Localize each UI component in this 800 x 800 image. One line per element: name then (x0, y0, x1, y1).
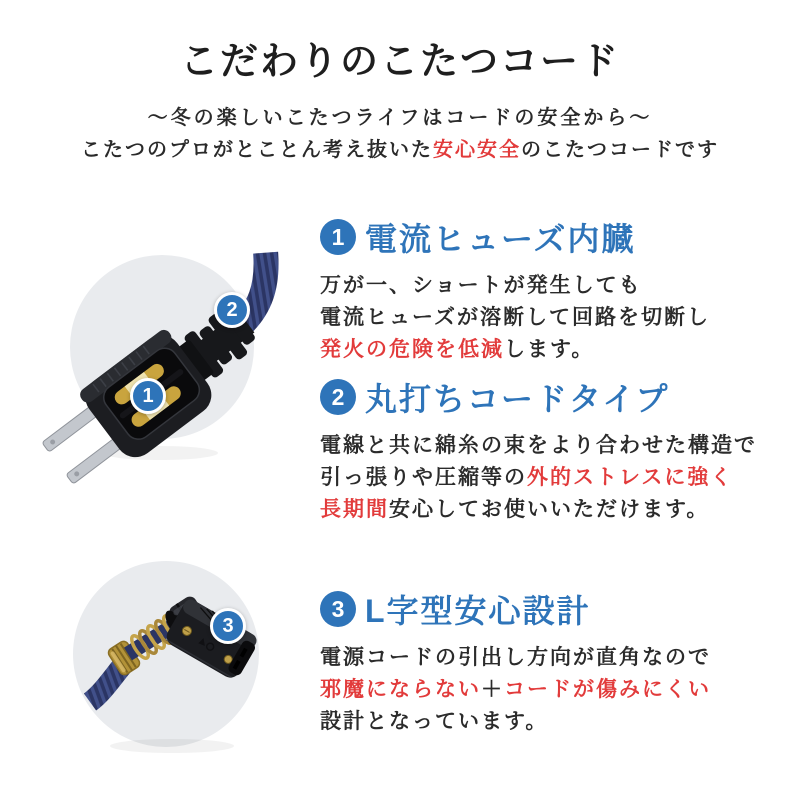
fuse-plug-photo (40, 240, 310, 500)
highlight-text: 安心安全 (433, 139, 521, 161)
highlight-text: 発火の危険を低減 (320, 338, 504, 361)
photo-badge-2: 2 (214, 292, 250, 328)
feature-number-badge: 3 (320, 591, 356, 627)
text-segment: 万が一、ショートが発生しても (320, 274, 642, 297)
feature-heading-text: L字型安心設計 (365, 593, 591, 629)
l-shape-plug-illustration (40, 550, 300, 780)
feature-round-cord-heading (320, 374, 790, 420)
highlight-text: 邪魔にならない (320, 678, 481, 701)
page-title: こだわりのこたつコード (179, 41, 620, 83)
text-segment: のこたつコードです (521, 139, 719, 161)
highlight-text: 外的ストレスに強く (527, 466, 734, 489)
text-segment: 設計となっています。 (320, 710, 549, 733)
feature-l-shape-heading (320, 586, 790, 632)
feature-l-shape-body (320, 642, 790, 738)
text-segment: 安心してお使いいただけます。 (389, 498, 710, 521)
feature-round-cord (320, 374, 790, 526)
feature-round-cord-body (320, 430, 790, 526)
text-segment: ＋ (481, 678, 504, 701)
feature-heading-text: 丸打ちコードタイプ (365, 381, 670, 417)
feature-l-shape (320, 586, 790, 738)
feature-fuse-body (320, 270, 790, 366)
fuse-plug-illustration (40, 240, 310, 500)
text-segment: 引っ張りや圧縮等の (320, 466, 527, 489)
photo-badge-1: 1 (130, 378, 166, 414)
highlight-text: コードが傷みにくい (504, 678, 711, 701)
text-segment: 電線と共に綿糸の束をより合わせた構造で (320, 434, 757, 457)
text-segment: 電源コードの引出し方向が直角なので (320, 646, 711, 669)
feature-fuse-heading (320, 214, 790, 260)
text-segment: こたつのプロがとことん考え抜いた (81, 139, 433, 161)
text-segment: 電流ヒューズが溶断して回路を切断し (320, 306, 710, 329)
feature-number-badge: 1 (320, 219, 356, 255)
feature-number-badge: 2 (320, 379, 356, 415)
feature-fuse (320, 214, 790, 366)
photo-badge-3: 3 (210, 608, 246, 644)
text-segment: します。 (504, 338, 595, 361)
highlight-text: 長期間 (320, 498, 389, 521)
l-shape-plug-photo (40, 550, 300, 780)
feature-heading-text: 電流ヒューズ内臓 (365, 221, 636, 257)
tagline (0, 133, 800, 162)
subtitle: ～冬の楽しいこたつライフはコードの安全から～ (147, 107, 653, 129)
